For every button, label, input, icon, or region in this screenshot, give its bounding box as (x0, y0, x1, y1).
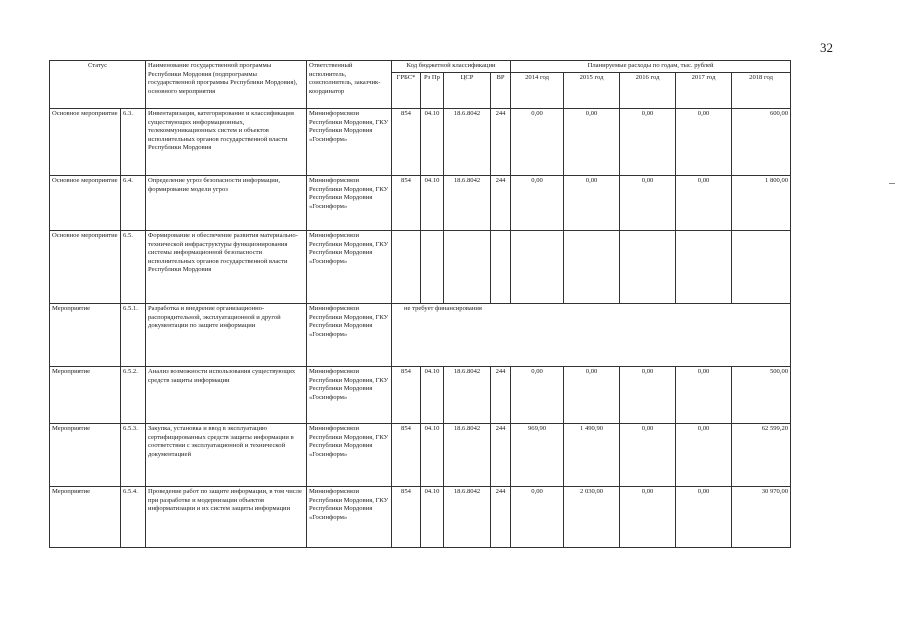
row-vr: 244 (491, 367, 511, 424)
row-2016: 0,00 (620, 109, 676, 176)
row-responsible: Мининформсвязи Республики Мордовия, ГКУ Республики Мордовия «Госинформ» (307, 109, 392, 176)
row-name: Анализ возможности использования существующих средств защиты информации (146, 367, 307, 424)
table-row (50, 487, 791, 548)
row-name: Проведение работ по защите информации, в том числе при разработке и модернизации объектов информатизации и их систем защиты информации (146, 487, 307, 548)
row-grbs: 854 (392, 109, 421, 176)
header-planned-expenses: Планируемые расходы по годам, тыс. рублей (511, 61, 791, 73)
row-2015: 2 030,00 (564, 487, 620, 548)
empty-cell (620, 231, 676, 304)
row-2015: 0,00 (564, 367, 620, 424)
row-responsible: Мининформсвязи Республики Мордовия, ГКУ Республики Мордовия «Госинформ» (307, 424, 392, 487)
row-2017: 0,00 (676, 176, 732, 231)
row-responsible: Мининформсвязи Республики Мордовия, ГКУ Республики Мордовия «Госинформ» (307, 176, 392, 231)
row-2017: 0,00 (676, 109, 732, 176)
page-number: 32 (820, 40, 833, 55)
empty-cell (511, 231, 564, 304)
row-2014: 969,90 (511, 424, 564, 487)
row-grbs: 854 (392, 424, 421, 487)
empty-cell (491, 231, 511, 304)
table-row (50, 176, 791, 231)
row-funding-note: не требует финансирования (392, 304, 791, 367)
row-responsible: Мининформсвязи Республики Мордовия, ГКУ Республики Мордовия «Госинформ» (307, 231, 392, 304)
row-rzpr: 04.10 (421, 109, 444, 176)
row-rzpr: 04.10 (421, 487, 444, 548)
table-row (50, 109, 791, 176)
row-name: Определение угроз безопасности информации, формирование модели угроз (146, 176, 307, 231)
header-responsible: Ответственный исполнитель, соисполнитель, заказчик-координатор (307, 61, 392, 109)
empty-cell (676, 231, 732, 304)
row-2015: 0,00 (564, 109, 620, 176)
row-2014: 0,00 (511, 109, 564, 176)
row-number: 6.5.1. (121, 304, 146, 367)
row-responsible: Мининформсвязи Республики Мордовия, ГКУ Республики Мордовия «Госинформ» (307, 367, 392, 424)
row-2017: 0,00 (676, 367, 732, 424)
row-rzpr: 04.10 (421, 424, 444, 487)
table-row (50, 424, 791, 487)
row-2018: 30 970,00 (732, 487, 791, 548)
row-name: Формирование и обеспечение развития материально-технической инфраструктуры функционирования системы информационной безопасности исполнительных органов государственной власти Республики Мордовия (146, 231, 307, 304)
row-status: Мероприятие (50, 367, 121, 424)
header-vr: ВР (491, 73, 511, 109)
row-number: 6.5.4. (121, 487, 146, 548)
table-header (50, 61, 791, 109)
row-csr: 18.6.8042 (444, 487, 491, 548)
row-status: Основное мероприятие (50, 176, 121, 231)
row-name: Разработка и внедрение организационно-распорядительной, эксплуатационной и другой документации по защите информации (146, 304, 307, 367)
row-2018: 1 800,00 (732, 176, 791, 231)
row-2016: 0,00 (620, 487, 676, 548)
row-vr: 244 (491, 176, 511, 231)
header-budget-code: Код бюджетной классификации (392, 61, 511, 73)
row-grbs: 854 (392, 367, 421, 424)
header-csr: ЦСР (444, 73, 491, 109)
margin-mark (889, 183, 895, 184)
row-status: Мероприятие (50, 304, 121, 367)
table-row (50, 304, 791, 367)
row-name: Инвентаризация, категорирование и классификация существующих информационных, телекоммуникационных систем и объектов исполнительных органов государственной власти Республики Мордовия (146, 109, 307, 176)
row-responsible: Мининформсвязи Республики Мордовия, ГКУ Республики Мордовия «Госинформ» (307, 487, 392, 548)
header-year-2014: 2014 год (511, 73, 564, 109)
row-grbs: 854 (392, 487, 421, 548)
row-responsible: Мининформсвязи Республики Мордовия, ГКУ Республики Мордовия «Госинформ» (307, 304, 392, 367)
empty-cell (444, 231, 491, 304)
row-2014: 0,00 (511, 176, 564, 231)
row-vr: 244 (491, 487, 511, 548)
row-2014: 0,00 (511, 367, 564, 424)
table-row (50, 367, 791, 424)
row-status: Основное мероприятие (50, 231, 121, 304)
header-year-2018: 2018 год (732, 73, 791, 109)
row-status: Основное мероприятие (50, 109, 121, 176)
row-status: Мероприятие (50, 487, 121, 548)
row-rzpr: 04.10 (421, 367, 444, 424)
row-number: 6.5.3. (121, 424, 146, 487)
budget-table (49, 60, 791, 548)
row-csr: 18.6.8042 (444, 424, 491, 487)
table-row (50, 231, 791, 304)
header-year-2015: 2015 год (564, 73, 620, 109)
row-2017: 0,00 (676, 487, 732, 548)
row-status: Мероприятие (50, 424, 121, 487)
row-number: 6.4. (121, 176, 146, 231)
row-2014: 0,00 (511, 487, 564, 548)
row-number: 6.3. (121, 109, 146, 176)
row-2015: 1 490,90 (564, 424, 620, 487)
row-number: 6.5.2. (121, 367, 146, 424)
row-2016: 0,00 (620, 367, 676, 424)
row-2016: 0,00 (620, 424, 676, 487)
row-2017: 0,00 (676, 424, 732, 487)
row-2018: 600,00 (732, 109, 791, 176)
header-program-name: Наименование государственной программы Республики Мордовия (подпрограммы государственной программы Республики Мордовия), основного мероприятия (146, 61, 307, 109)
row-csr: 18.6.8042 (444, 176, 491, 231)
row-2016: 0,00 (620, 176, 676, 231)
empty-cell (564, 231, 620, 304)
row-csr: 18.6.8042 (444, 367, 491, 424)
row-rzpr: 04.10 (421, 176, 444, 231)
row-vr: 244 (491, 109, 511, 176)
row-csr: 18.6.8042 (444, 109, 491, 176)
header-year-2017: 2017 год (676, 73, 732, 109)
empty-cell (392, 231, 421, 304)
row-number: 6.5. (121, 231, 146, 304)
header-year-2016: 2016 год (620, 73, 676, 109)
row-vr: 244 (491, 424, 511, 487)
row-2018: 62 599,20 (732, 424, 791, 487)
row-grbs: 854 (392, 176, 421, 231)
row-2018: 500,00 (732, 367, 791, 424)
header-status: Статус (50, 61, 146, 109)
empty-cell (421, 231, 444, 304)
header-grbs: ГРБС* (392, 73, 421, 109)
header-rz-pr: Рз Пр (421, 73, 444, 109)
row-name: Закупка, установка и ввод в эксплуатацию сертифицированных средств защиты информации в соответствии с эксплуатационной и технической документацией (146, 424, 307, 487)
empty-cell (732, 231, 791, 304)
row-2015: 0,00 (564, 176, 620, 231)
